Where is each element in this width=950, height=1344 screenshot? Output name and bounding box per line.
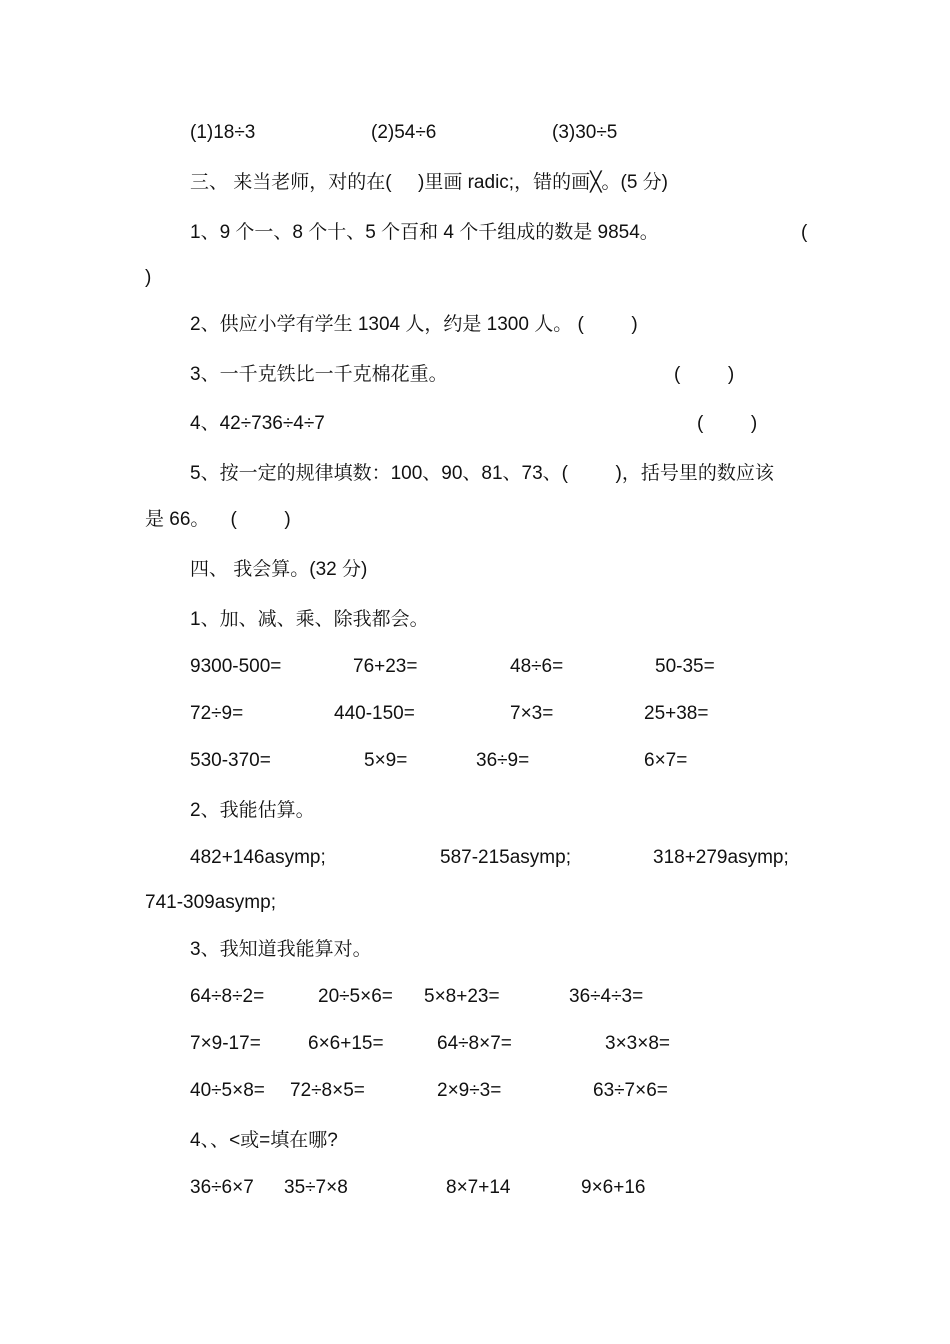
calc-item: 72÷8×5=	[290, 1080, 365, 1101]
question-text: 5、按一定的规律填数：100、90、81、73、( )，括号里的数应该	[190, 463, 774, 484]
calc-item: 6×6+15=	[308, 1033, 384, 1054]
calc-item: 440-150=	[334, 703, 415, 724]
compare-row	[0, 1175, 950, 1201]
calc-row	[0, 654, 950, 680]
question-text: 1、9 个一、8 个十、5 个百和 4 个千组成的数是 9854。	[190, 222, 659, 243]
question-3-4	[0, 411, 950, 437]
answer-paren-close: )	[145, 267, 152, 288]
question-text: 4、42÷736÷4÷7	[190, 413, 325, 434]
calc-item: 76+23=	[353, 656, 418, 677]
calc-item: 6×7=	[644, 750, 688, 771]
section4-title-line	[0, 557, 950, 583]
calc-row	[0, 1078, 950, 1104]
question-3-2	[0, 312, 950, 338]
calc-item: 36÷9=	[476, 750, 530, 771]
estimate-row-wrap	[0, 890, 950, 916]
division-item: (2)54÷6	[371, 122, 437, 143]
calc-item: 64÷8÷2=	[190, 986, 265, 1007]
estimate-item: 741-309asymp;	[145, 892, 276, 913]
part2-title-line	[0, 798, 950, 824]
part1-title-line	[0, 607, 950, 633]
calc-item: 5×8+23=	[424, 986, 500, 1007]
section4-title: 四、 我会算。(32 分)	[190, 559, 368, 580]
calc-item: 9300-500=	[190, 656, 282, 677]
calc-row	[0, 748, 950, 774]
question-3-5	[0, 461, 950, 487]
answer-paren-open: (	[801, 222, 808, 243]
calc-row	[0, 701, 950, 727]
division-row	[0, 120, 950, 146]
part-title: 1、加、减、乘、除我都会。	[190, 609, 429, 630]
calc-row	[0, 1031, 950, 1057]
calc-item: 20÷5×6=	[318, 986, 393, 1007]
calc-item: 5×9=	[364, 750, 408, 771]
calc-item: 48÷6=	[510, 656, 564, 677]
estimate-item: 482+146asymp;	[190, 847, 326, 868]
part-title: 2、我能估算。	[190, 800, 315, 821]
calc-item: 36÷4÷3=	[569, 986, 644, 1007]
question-3-1	[0, 220, 950, 246]
calc-item: 530-370=	[190, 750, 271, 771]
calc-item: 3×3×8=	[605, 1033, 670, 1054]
calc-row	[0, 984, 950, 1010]
compare-item: 36÷6×7	[190, 1177, 254, 1198]
question-text: 2、供应小学有学生 1304 人，约是 1300 人。 ( )	[190, 314, 638, 335]
calc-item: 63÷7×6=	[593, 1080, 668, 1101]
section3-title: 三、 来当老师，对的在( )里画 radic;，错的画╳。(5 分)	[190, 172, 669, 193]
question-text: 3、一千克铁比一千克棉花重。	[190, 364, 448, 385]
compare-item: 8×7+14	[446, 1177, 511, 1198]
compare-item: 9×6+16	[581, 1177, 646, 1198]
calc-item: 25+38=	[644, 703, 709, 724]
part-title: 3、我知道我能算对。	[190, 939, 372, 960]
calc-item: 50-35=	[655, 656, 715, 677]
section3-title-line	[0, 170, 950, 196]
division-item: (3)30÷5	[552, 122, 618, 143]
calc-item: 72÷9=	[190, 703, 244, 724]
calc-item: 7×9-17=	[190, 1033, 261, 1054]
compare-item: 35÷7×8	[284, 1177, 348, 1198]
question-3-3	[0, 362, 950, 388]
division-item: (1)18÷3	[190, 122, 256, 143]
calc-item: 64÷8×7=	[437, 1033, 512, 1054]
answer-paren: ( )	[697, 413, 758, 434]
question-3-5-wrap	[0, 507, 950, 533]
part4-title-line	[0, 1128, 950, 1154]
estimate-item: 587-215asymp;	[440, 847, 571, 868]
calc-item: 2×9÷3=	[437, 1080, 502, 1101]
part-title: 4、、<或=填在哪?	[190, 1130, 338, 1151]
estimate-row	[0, 845, 950, 871]
answer-paren: ( )	[674, 364, 735, 385]
estimate-item: 318+279asymp;	[653, 847, 789, 868]
part3-title-line	[0, 937, 950, 963]
question-text: 是 66。 ( )	[145, 509, 291, 530]
calc-item: 40÷5×8=	[190, 1080, 265, 1101]
question-3-1-wrap	[0, 265, 950, 291]
calc-item: 7×3=	[510, 703, 554, 724]
